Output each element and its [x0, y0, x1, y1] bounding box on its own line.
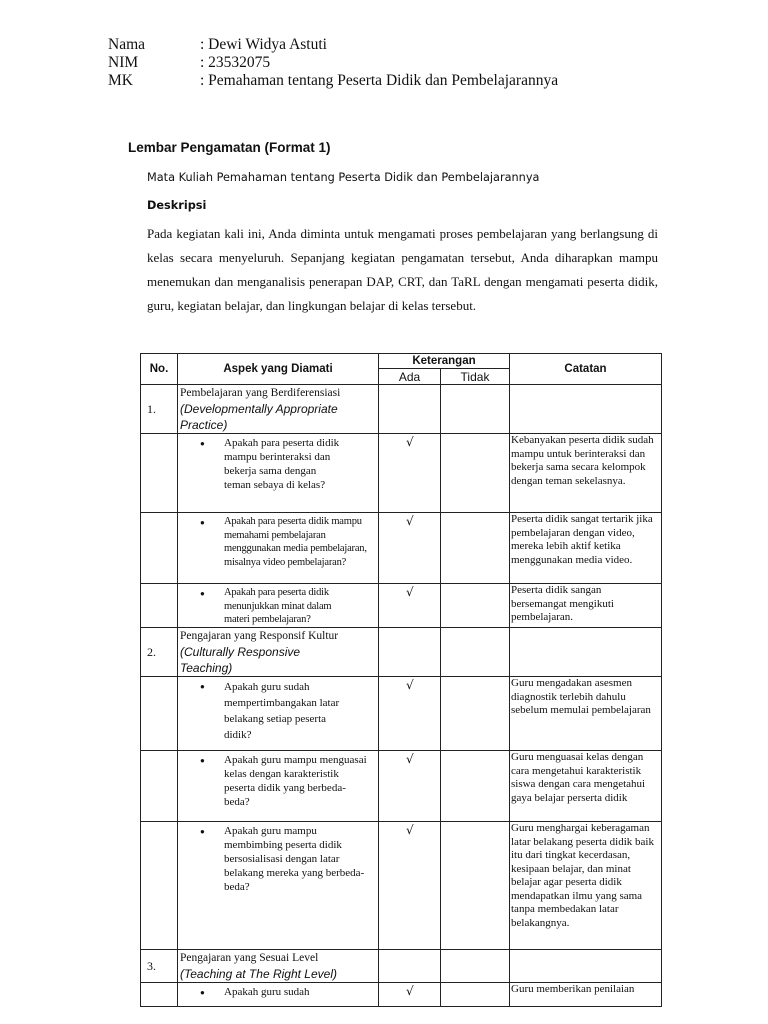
question-item	[180, 983, 376, 1000]
yes-cell	[379, 628, 441, 677]
note-text: Guru mengadakan asesmen diagnostik terlebih dahulu sebelum memulai pembelajaran	[510, 677, 662, 751]
check-mark: √	[379, 983, 441, 1007]
section-title: Pembelajaran yang Berdiferensiasi	[180, 387, 341, 399]
table-row	[141, 584, 662, 628]
no-cell	[441, 628, 510, 677]
identity-row-course	[108, 72, 558, 90]
number-cell	[141, 434, 178, 513]
identity-row-nim	[108, 54, 558, 72]
no-cell	[441, 513, 510, 584]
header-aspect: Aspek yang Diamati	[178, 354, 379, 385]
no-cell	[441, 584, 510, 628]
note-text: Guru memberikan penilaian	[510, 983, 662, 1007]
no-cell	[441, 751, 510, 822]
identity-value: : Dewi Widya Astuti	[200, 36, 327, 53]
identity-label: Nama	[108, 36, 146, 53]
section-subtitle: (Teaching at The Right Level)	[180, 967, 337, 981]
aspect-cell	[178, 513, 379, 584]
question-text: Apakah para peserta didik menunjukkan minat dalam materi pembelajaran?	[224, 587, 332, 625]
question-text: Apakah guru mampu membimbing peserta didik bersosialisasi dengan latar belakang mereka yang berbeda-beda?	[224, 825, 365, 893]
table-row	[141, 513, 662, 584]
identity-block	[108, 36, 558, 90]
number-cell	[141, 513, 178, 584]
aspect-cell	[178, 434, 379, 513]
aspect-cell	[178, 677, 379, 751]
number-cell	[141, 677, 178, 751]
check-mark: √	[379, 751, 441, 822]
number-cell	[141, 983, 178, 1007]
section-subtitle: (Developmentally Appropriate Practice)	[180, 402, 338, 432]
aspect-cell	[178, 584, 379, 628]
table-row	[141, 822, 662, 950]
no-cell	[441, 822, 510, 950]
note-cell	[510, 950, 662, 983]
section-row	[141, 385, 662, 434]
bullet-icon: ●	[200, 756, 205, 765]
observation-table	[140, 353, 662, 1007]
aspect-cell	[178, 983, 379, 1007]
section-row	[141, 950, 662, 983]
question-text: Apakah guru sudah	[224, 986, 310, 998]
note-text: Peserta didik sangat tertarik jika pembelajaran dengan video, mereka lebih aktif ketika menggunakan media video.	[510, 513, 662, 584]
identity-value: : 23532075	[200, 54, 271, 71]
check-mark: √	[379, 822, 441, 950]
number-cell	[141, 822, 178, 950]
question-text: Apakah para peserta didik mampu berinteraksi dan bekerja sama dengan teman sebaya di kelas?	[224, 437, 340, 491]
header-no-option: Tidak	[441, 369, 510, 385]
section-title: Pengajaran yang Sesuai Level	[180, 952, 319, 964]
header-remark: Keterangan	[379, 354, 510, 369]
question-item	[180, 513, 376, 569]
note-text: Peserta didik sangan bersemangat mengikuti pembelajaran.	[510, 584, 662, 628]
identity-label: MK	[108, 72, 133, 89]
check-mark: √	[379, 584, 441, 628]
bullet-icon: ●	[200, 518, 205, 527]
note-cell	[510, 628, 662, 677]
note-text: Kebanyakan peserta didik sudah mampu untuk berinteraksi dan bekerja sama secara kelompok dengan teman sekelasnya.	[510, 434, 662, 513]
question-text: Apakah guru mampu menguasai kelas dengan karakteristik peserta didik yang berbeda-beda?	[224, 754, 367, 808]
section-row	[141, 628, 662, 677]
aspect-cell	[178, 822, 379, 950]
bullet-icon: ●	[200, 439, 205, 448]
section-aspect	[178, 385, 379, 434]
note-text: Guru menghargai keberagaman latar belakang peserta didik baik itu dari tingkat kecerdasan, kesipaan belajar, dan minat belajar agar peserta didik mendapatkan ilmu yang sama tanpa membedakan latar belakangnya.	[510, 822, 662, 950]
description-body: Pada kegiatan kali ini, Anda diminta untuk mengamati proses pembelajaran yang berlangsung di kelas secara menyeluruh. Sepanjang kegiatan pengamatan tersebut, Anda diharapkan mampu menemukan dan menganalisis penerapan DAP, CRT, dan TaRL dengan mengamati peserta didik, guru, kegiatan belajar, dan lingkungan belajar di kelas tersebut.	[147, 226, 658, 313]
subject-line: Mata Kuliah Pemahaman tentang Peserta Didik dan Pembelajarannya	[147, 171, 540, 184]
header-yes: Ada	[379, 369, 441, 385]
section-number: 2.	[141, 628, 178, 677]
aspect-cell	[178, 751, 379, 822]
no-cell	[441, 677, 510, 751]
note-cell	[510, 385, 662, 434]
description-title: Deskripsi	[147, 199, 207, 212]
number-cell	[141, 751, 178, 822]
table-header-row	[141, 354, 662, 369]
table-row	[141, 434, 662, 513]
page-title: Lembar Pengamatan (Format 1)	[128, 140, 331, 155]
bullet-icon: ●	[200, 589, 205, 598]
section-number: 1.	[141, 385, 178, 434]
section-aspect	[178, 950, 379, 983]
question-item	[180, 822, 376, 894]
bullet-icon: ●	[200, 988, 205, 997]
table-row	[141, 983, 662, 1007]
table-row	[141, 751, 662, 822]
no-cell	[441, 434, 510, 513]
no-cell	[441, 983, 510, 1007]
no-cell	[441, 950, 510, 983]
question-text: Apakah para peserta didik mampu memahami pembelajaran menggunakan media pembelajaran, misalnya video pembelajaran?	[224, 516, 367, 568]
number-cell	[141, 584, 178, 628]
identity-row-name	[108, 36, 558, 54]
question-item	[180, 677, 376, 743]
bullet-icon: ●	[200, 682, 205, 691]
identity-value: : Pemahaman tentang Peserta Didik dan Pembelajarannya	[200, 72, 559, 89]
check-mark: √	[379, 677, 441, 751]
section-aspect	[178, 628, 379, 677]
bullet-icon: ●	[200, 827, 205, 836]
section-number: 3.	[141, 950, 178, 983]
note-text: Guru menguasai kelas dengan cara mengetahui karakteristik siswa dengan cara mengetahui gaya belajar perserta didik	[510, 751, 662, 822]
check-mark: √	[379, 513, 441, 584]
yes-cell	[379, 385, 441, 434]
header-notes: Catatan	[510, 354, 662, 385]
check-mark: √	[379, 434, 441, 513]
no-cell	[441, 385, 510, 434]
yes-cell	[379, 950, 441, 983]
question-item	[180, 751, 376, 809]
question-text: Apakah guru sudah mempertimbangakan latar belakang setiap peserta didik?	[224, 681, 340, 741]
identity-label: NIM	[108, 54, 139, 71]
section-subtitle: (Culturally Responsive Teaching)	[180, 645, 301, 675]
header-no: No.	[141, 354, 178, 385]
section-title: Pengajaran yang Responsif Kultur	[180, 630, 339, 642]
table-row	[141, 677, 662, 751]
question-item	[180, 584, 376, 627]
question-item	[180, 434, 376, 492]
